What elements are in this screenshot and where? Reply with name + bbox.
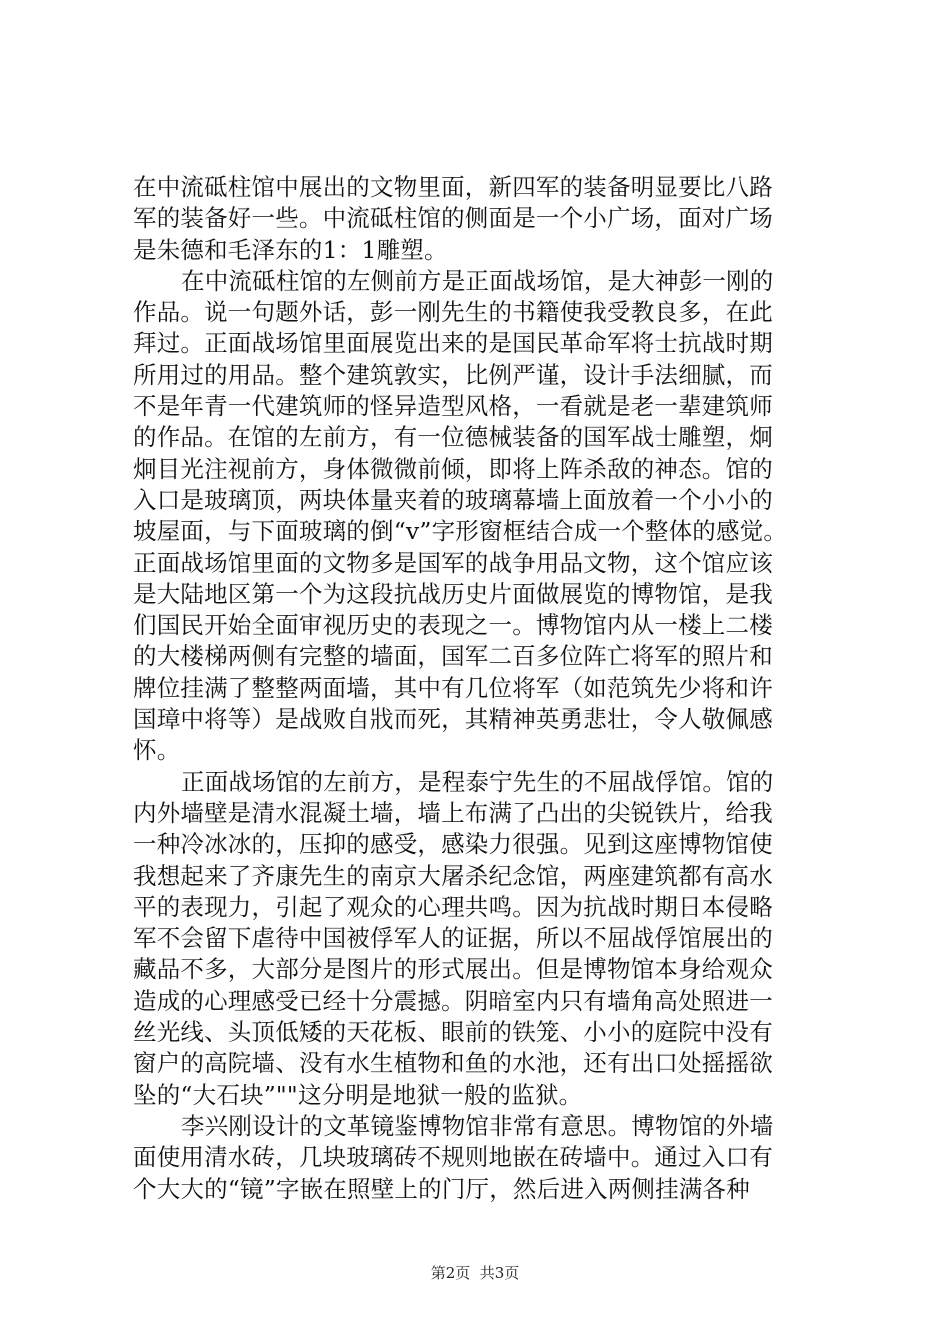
paragraph-2 [133,266,833,767]
document-body [133,172,833,1205]
text-line: 坡屋面，与下面玻璃的倒“v”字形窗框结合成一个整体的感觉。 [133,517,788,546]
paragraph-1 [133,172,833,266]
text-line: 藏品不多，大部分是图片的形式展出。但是博物馆本身给观众 [133,955,773,984]
text-line: 在中流砥柱馆的左侧前方是正面战场馆，是大神彭一刚的 [181,266,774,295]
page-number-footer: 第2页 共3页 [430,1264,520,1282]
text-line: 面使用清水砖，几块玻璃砖不规则地嵌在砖墙中。通过入口有 [133,1143,773,1172]
text-line: 炯目光注视前方，身体微微前倾，即将上阵杀敌的神态。馆的 [133,454,773,483]
text-line: 的作品。在馆的左前方，有一位德械装备的国军战士雕塑，炯 [133,423,773,452]
text-line: 我想起来了齐康先生的南京大屠杀纪念馆，两座建筑都有高水 [133,861,773,890]
text-line: 窗户的高院墙、没有水生植物和鱼的水池，还有出口处摇摇欲 [133,1049,773,1078]
paragraph-4 [133,1111,833,1205]
text-line: 所用过的用品。整个建筑敦实，比例严谨，设计手法细腻，而 [133,360,773,389]
text-line: 军的装备好一些。中流砥柱馆的侧面是一个小广场，面对广场 [133,204,773,233]
text-line: 造成的心理感受已经十分震撼。阴暗室内只有墙角高处照进一 [133,986,773,1015]
text-line: 怀。 [133,736,181,765]
text-line: 国璋中将等）是战败自戕而死，其精神英勇悲壮，令人敬佩感 [133,705,773,734]
text-line: 李兴刚设计的文革镜鉴博物馆非常有意思。博物馆的外墙 [181,1111,774,1140]
text-line: 正面战场馆里面的文物多是国军的战争用品文物，这个馆应该 [133,548,773,577]
text-line: 平的表现力，引起了观众的心理共鸣。因为抗战时期日本侵略 [133,892,773,921]
text-line: 拜过。正面战场馆里面展览出来的是国民革命军将士抗战时期 [133,329,773,358]
text-line: 作品。说一句题外话，彭一刚先生的书籍使我受教良多，在此 [133,298,773,327]
text-line: 不是年青一代建筑师的怪异造型风格，一看就是老一辈建筑师 [133,392,773,421]
text-line: 在中流砥柱馆中展出的文物里面，新四军的装备明显要比八路 [133,173,773,201]
text-line: 牌位挂满了整整两面墙，其中有几位将军（如范筑先少将和许 [133,673,773,702]
text-line: 军不会留下虐待中国被俘军人的证据，所以不屈战俘馆展出的 [133,924,773,953]
text-line: 是大陆地区第一个为这段抗战历史片面做展览的博物馆，是我 [133,579,773,608]
text-line: 内外墙壁是清水混凝土墙，墙上布满了凸出的尖锐铁片，给我 [133,798,773,827]
text-line: 正面战场馆的左前方，是程泰宁先生的不屈战俘馆。馆的 [181,767,774,796]
text-line: 们国民开始全面审视历史的表现之一。博物馆内从一楼上二楼 [133,611,773,640]
text-line: 个大大的“镜”字嵌在照壁上的门厅，然后进入两侧挂满各种 [133,1174,750,1203]
text-line: 一种冷冰冰的，压抑的感受，感染力很强。见到这座博物馆使 [133,830,773,859]
text-line: 的大楼梯两侧有完整的墙面，国军二百多位阵亡将军的照片和 [133,642,773,671]
text-line: 入口是玻璃顶，两块体量夹着的玻璃幕墙上面放着一个小小的 [133,485,773,514]
text-line: 坠的“大石块”""这分明是地狱一般的监狱。 [133,1080,583,1109]
text-line: 是朱德和毛泽东的1：1雕塑。 [133,235,448,264]
paragraph-3 [133,767,833,1111]
text-line: 丝光线、头顶低矮的天花板、眼前的铁笼、小小的庭院中没有 [133,1018,773,1047]
